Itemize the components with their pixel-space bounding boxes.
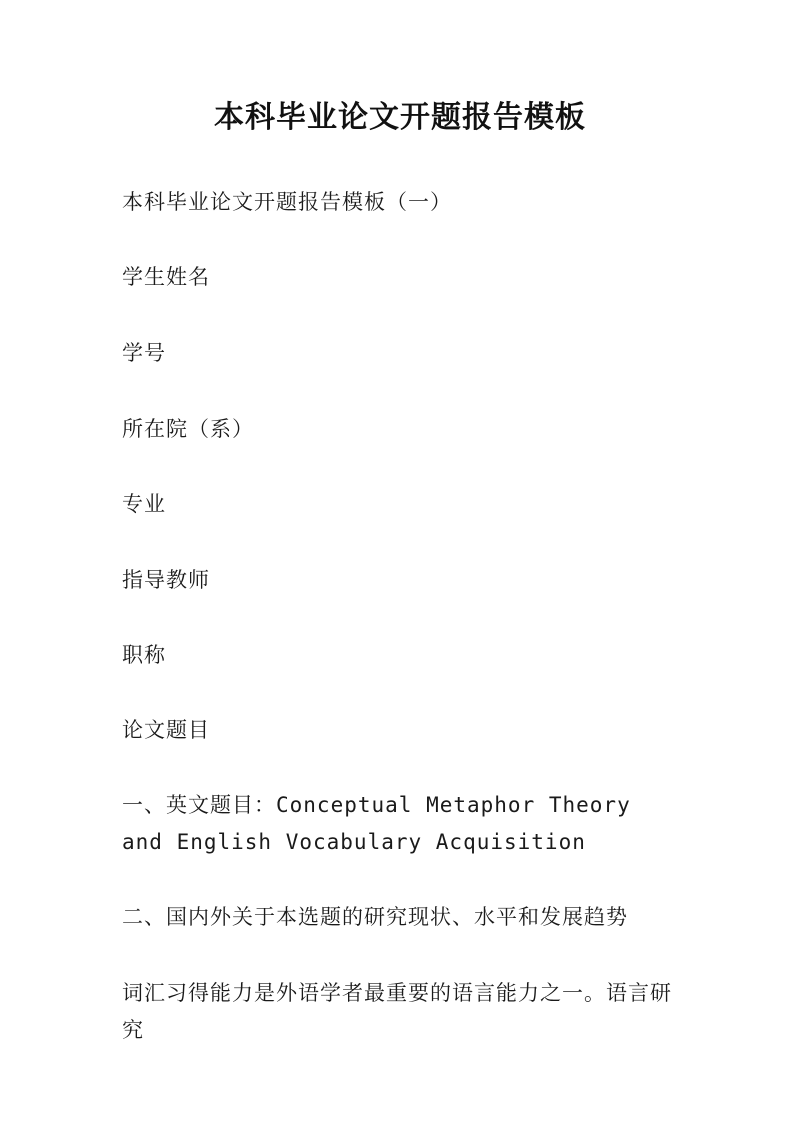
advisor-field: 指导教师: [122, 568, 210, 592]
student-id-field: 学号: [122, 341, 166, 365]
thesis-title-field: 论文题目: [122, 718, 210, 742]
research-status-heading: 二、国内外关于本选题的研究现状、水平和发展趋势: [122, 905, 628, 929]
department-field: 所在院（系）: [122, 417, 254, 441]
title-rank-field: 职称: [122, 643, 166, 667]
subtitle-paragraph: 本科毕业论文开题报告模板（一）: [122, 190, 452, 214]
english-title-paragraph: 一、英文题目：Conceptual Metaphor Theory and English Vocabulary Acquisition: [122, 793, 631, 854]
body-paragraph: 词汇习得能力是外语学者最重要的语言能力之一。语言研究: [122, 981, 672, 1042]
student-name-field: 学生姓名: [122, 265, 210, 289]
document-title: 本科毕业论文开题报告模板: [214, 100, 586, 135]
major-field: 专业: [122, 492, 166, 516]
